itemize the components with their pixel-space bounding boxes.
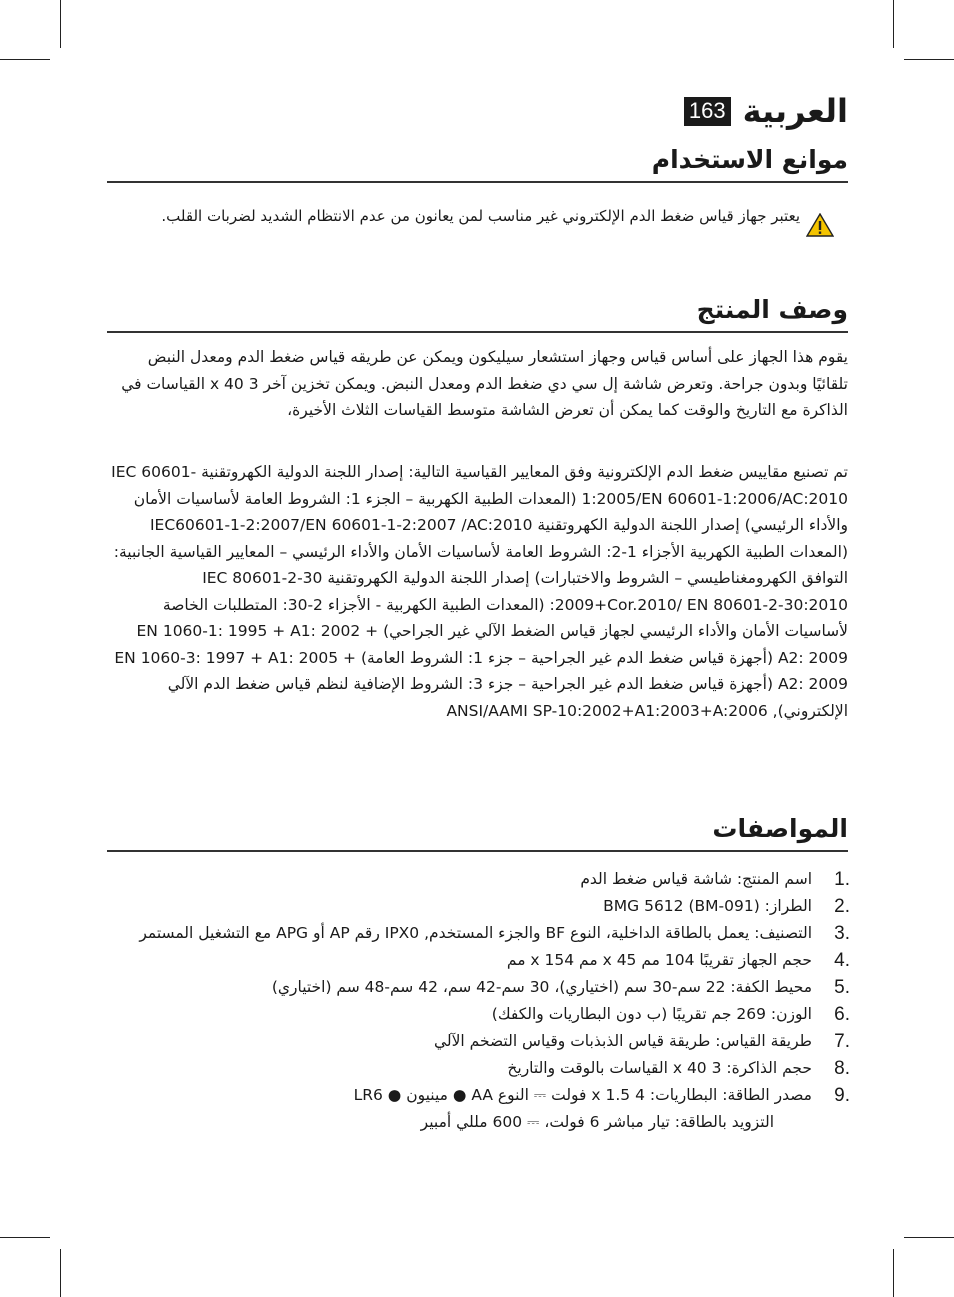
crop-mark	[0, 1237, 50, 1238]
section-title-product-description: وصف المنتج	[696, 295, 848, 324]
crop-mark	[60, 1249, 61, 1297]
section-title-specifications: المواصفات	[712, 814, 848, 843]
list-item: 2. الطراز: BMG 5612 (BM-091)	[603, 896, 850, 917]
crop-mark	[904, 1237, 954, 1238]
section-divider	[107, 850, 848, 852]
page-number: 163	[684, 97, 731, 126]
list-item: 5. محيط الكفة: 22 سم-30 سم (اختياري)، 30 سم-42 سم، 42 سم-48 سم (اختياري)	[271, 977, 850, 998]
list-item: 8. حجم الذاكرة: 3 x 40 القياسات بالوقت والتاريخ	[507, 1058, 850, 1079]
crop-mark	[0, 59, 50, 60]
crop-mark	[904, 59, 954, 60]
list-item: 3. التصنيف: يعمل بالطاقة الداخلية، النوع BF والجزء المستخدم, IPX0 رقم AP أو APG مع التشغيل المستمر	[139, 923, 850, 944]
warning-icon	[806, 213, 834, 237]
crop-mark	[893, 0, 894, 48]
list-item: 1. اسم المنتج: شاشة قياس ضغط الدم	[580, 869, 850, 890]
section-title-contraindications: موانع الاستخدام	[651, 145, 848, 174]
specifications-list	[110, 866, 850, 1136]
crop-mark	[60, 0, 61, 48]
list-item: 4. حجم الجهاز تقريبًا 104 مم x 45 مم x 154 مم	[506, 950, 850, 971]
description-paragraph: يقوم هذا الجهاز على أساس قياس وجهاز استشعار سيليكون ويمكن عن طريقه قياس ضغط الدم ومعدل النبض تلقائيًا وبدون جراحة. وتعرض شاشة إل سي دي ضغط الدم ومعدل النبض. ويمكن تخزين آخر 3 x 40 القياسات في الذاكرة مع التاريخ والوقت كما يمكن أن تعرض الشاشة متوسط القياسات الثلاث الأخيرة،	[121, 348, 848, 419]
page-language-title: العربية	[742, 92, 848, 130]
standards-paragraph: تم تصنيع مقاييس ضغط الدم الإلكترونية وفق المعايير القياسية التالية: إصدار اللجنة الدولية الكهروتقنية IEC 60601-1:2005/EN 60601-1:2006/AC:2010 (المعدات الطبية الكهربية – الجزء 1: الشروط العامة لأساسيات الأمان والأداء الرئيسي) إصدار اللجنة الدولية الكهروتقنية IEC60601-1-2:2007/EN 60601-1-2:2007 /AC:2010 (المعدات الطبية الكهربية الأجزاء 1-2: الشروط العامة لأساسيات الأمان والأداء الرئيسي – المعايير القياسية الجانبية: التوافق الكهرومغناطيسي – الشروط والاختبارات) إصدار اللجنة الدولية الكهروتقنية IEC 80601-2-30 :2009+Cor.2010/ EN 80601-2-30:2010 (المعدات الطبية الكهربية - الأجزاء 2-30: المتطلبات الخاصة لأساسيات الأمان والأداء الرئيسي لجهاز قياس الضغط الآلي غير الجراحي) EN 1060-1: 1995 + A1: 2002 + A2: 2009 (أجهزة قياس ضغط الدم غير الجراحية – جزء 1: الشروط العامة) EN 1060-3: 1997 + A1: 2005 + A2: 2009 (أجهزة قياس ضغط الدم غير الجراحية – جزء 3: الشروط الإضافية لنظم قياس ضغط الدم الآلي الإلكتروني), ANSI/AAMI SP-10:2002+A1:2003+A:2006	[111, 463, 848, 720]
crop-mark	[893, 1249, 894, 1297]
section-divider	[107, 331, 848, 333]
list-item: 7. طريقة القياس: طريقة قياس الذبذبات وقياس التضخم الآلي	[433, 1031, 850, 1052]
list-item: 6. الوزن: 269 جم تقريبًا (ب دون البطاريات والكفك)	[491, 1004, 850, 1025]
section-divider	[107, 181, 848, 183]
page-header	[684, 92, 848, 130]
list-item: 9. مصدر الطاقة: البطاريات: 4 x 1.5 فولت ⎓ النوع AA ● مينيون ● LR6 التزويد بالطاقة: تيار مباشر 6 فولت، ⎓ 600 مللي أمبير	[353, 1085, 850, 1131]
warning-text: يعتبر جهاز قياس ضغط الدم الإلكتروني غير مناسب لمن يعانون من عدم الانتظام الشديد لضربات القلب.	[161, 207, 800, 225]
